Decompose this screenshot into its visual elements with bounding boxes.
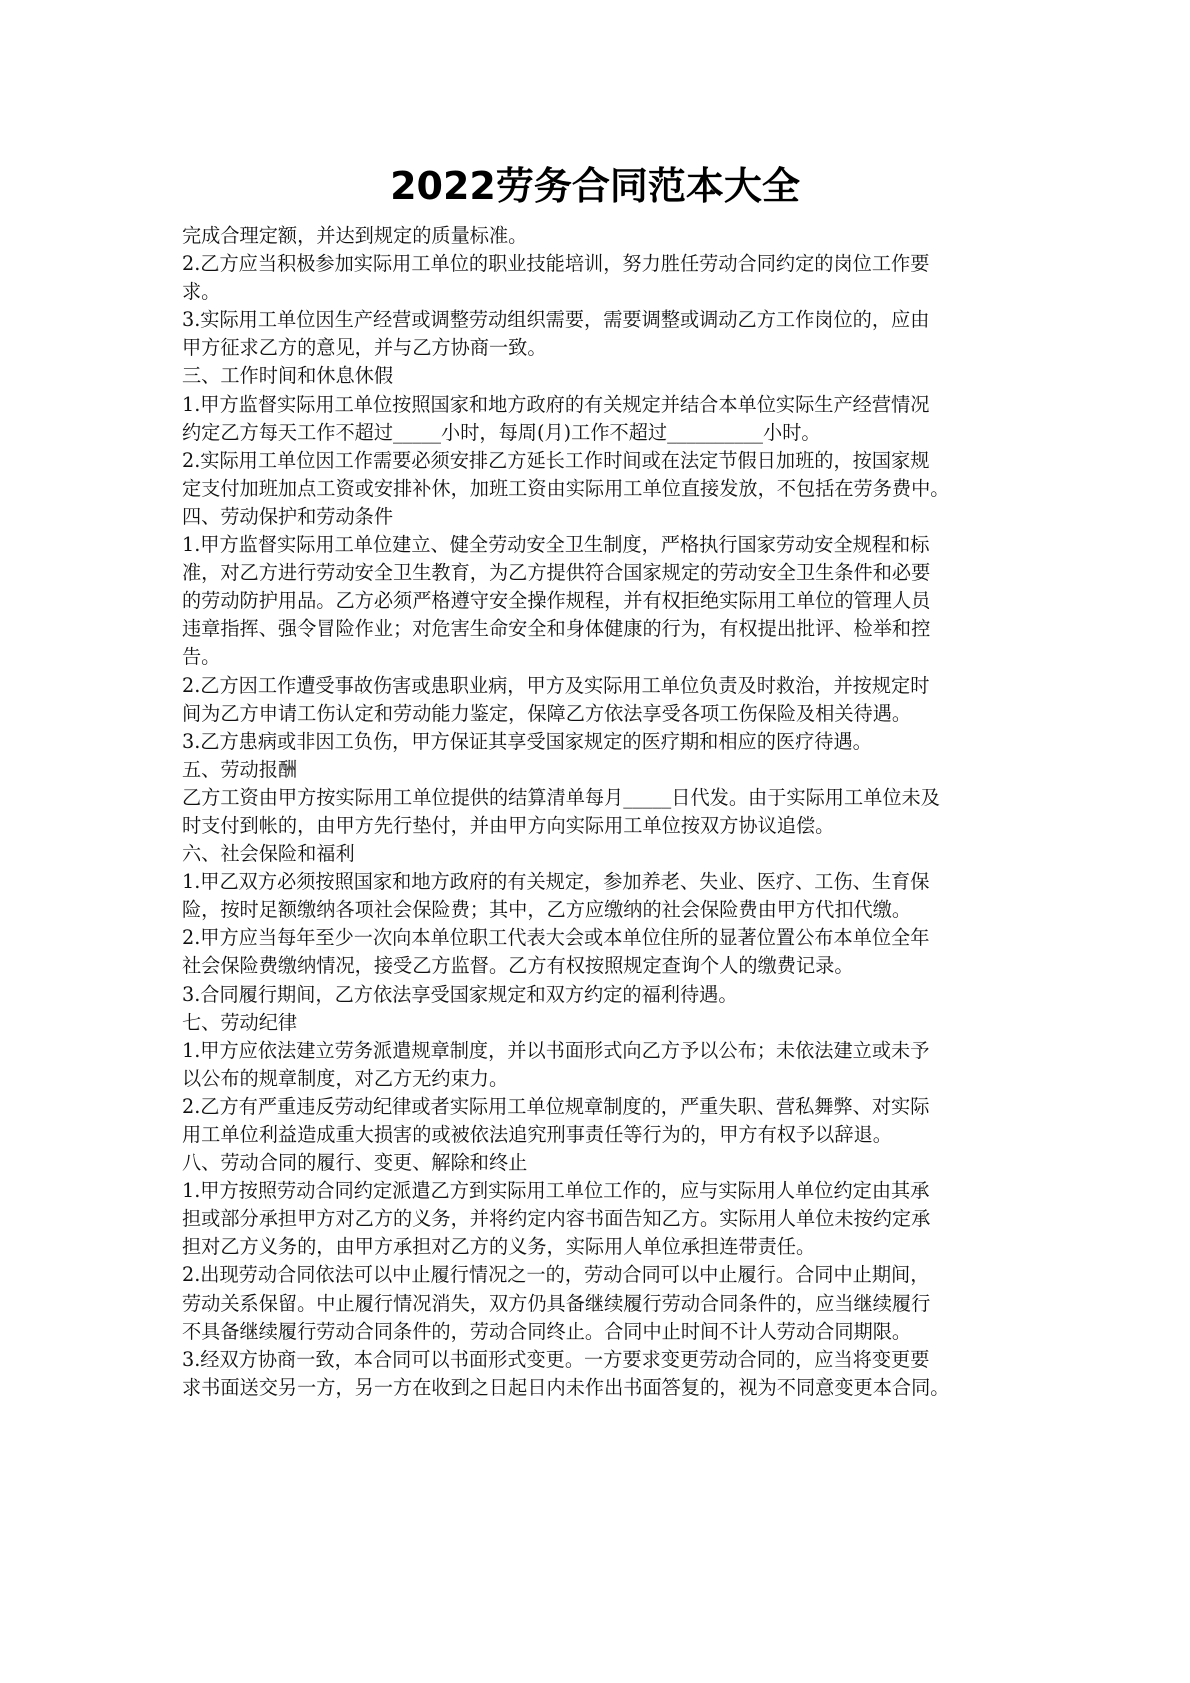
body-line: 2.乙方有严重违反劳动纪律或者实际用工单位规章制度的，严重失职、营私舞弊、对实际: [182, 1094, 930, 1118]
body-line: 乙方工资由甲方按实际用工单位提供的结算清单每月_____日代发。由于实际用工单位未及: [182, 785, 940, 809]
body-line: 违章指挥、强令冒险作业；对危害生命安全和身体健康的行为，有权提出批评、检举和控: [182, 617, 931, 641]
body-line: 3.实际用工单位因生产经营或调整劳动组织需要，需要调整或调动乙方工作岗位的，应由: [182, 308, 930, 332]
body-line: 的劳动防护用品。乙方必须严格遵守安全操作规程，并有权拒绝实际用工单位的管理人员: [182, 589, 931, 613]
body-line: 完成合理定额，并达到规定的质量标准。: [182, 224, 528, 247]
body-line: 1.甲方监督实际用工单位建立、健全劳动安全卫生制度，严格执行国家劳动安全规程和标: [182, 533, 930, 557]
body-line: 担或部分承担甲方对乙方的义务，并将约定内容书面告知乙方。实际用人单位未按约定承: [182, 1207, 931, 1231]
section-heading: 六、社会保险和福利: [182, 842, 355, 866]
document-title: 2022劳务合同范本大全: [390, 164, 800, 208]
section-heading: 八、劳动合同的履行、变更、解除和终止: [182, 1151, 528, 1175]
body-line: 1.甲方应依法建立劳务派遣规章制度，并以书面形式向乙方予以公布；未依法建立或未予: [182, 1038, 930, 1062]
body-line: 2.乙方应当积极参加实际用工单位的职业技能培训，努力胜任劳动合同约定的岗位工作要: [182, 252, 930, 276]
body-line: 1.甲乙双方必须按照国家和地方政府的有关规定，参加养老、失业、医疗、工伤、生育保: [182, 870, 930, 894]
body-line: 3.经双方协商一致，本合同可以书面形式变更。一方要求变更劳动合同的，应当将变更要: [182, 1347, 930, 1371]
body-line: 间为乙方申请工伤认定和劳动能力鉴定，保障乙方依法享受各项工伤保险及相关待遇。: [182, 701, 912, 725]
body-line: 3.乙方患病或非因工负伤，甲方保证其享受国家规定的医疗期和相应的医疗待遇。: [182, 729, 872, 753]
body-line: 准，对乙方进行劳动安全卫生教育，为乙方提供符合国家规定的劳动安全卫生条件和必要: [182, 561, 931, 585]
body-line: 担对乙方义务的，由甲方承担对乙方的义务，实际用人单位承担连带责任。: [182, 1235, 816, 1259]
section-heading: 三、工作时间和休息休假: [182, 364, 394, 388]
body-line: 用工单位利益造成重大损害的或被依法追究刑事责任等行为的，甲方有权予以辞退。: [182, 1123, 892, 1146]
body-line: 告。: [182, 645, 221, 669]
body-line: 3.合同履行期间，乙方依法享受国家规定和双方约定的福利待遇。: [182, 982, 738, 1006]
section-heading: 七、劳动纪律: [182, 1010, 298, 1034]
body-line: 险，按时足额缴纳各项社会保险费；其中，乙方应缴纳的社会保险费由甲方代扣代缴。: [182, 898, 912, 922]
body-line: 约定乙方每天工作不超过_____小时，每周(月)工作不超过__________小时。: [182, 420, 821, 444]
body-line: 求。: [182, 280, 221, 304]
section-heading: 四、劳动保护和劳动条件: [182, 504, 394, 528]
body-line: 以公布的规章制度，对乙方无约束力。: [182, 1066, 509, 1090]
body-line: 甲方征求乙方的意见，并与乙方协商一致。: [182, 336, 547, 360]
body-line: 2.乙方因工作遭受事故伤害或患职业病，甲方及实际用工单位负责及时救治，并按规定时: [182, 673, 930, 697]
body-line: 2.出现劳动合同依法可以中止履行情况之一的，劳动合同可以中止履行。合同中止期间，: [182, 1263, 930, 1287]
document-body: [182, 222, 1012, 1402]
body-line: 社会保险费缴纳情况，接受乙方监督。乙方有权按照规定查询个人的缴费记录。: [182, 954, 854, 978]
body-line: 不具备继续履行劳动合同条件的，劳动合同终止。合同中止时间不计人劳动合同期限。: [182, 1319, 912, 1343]
body-line: 2.甲方应当每年至少一次向本单位职工代表大会或本单位住所的显著位置公布本单位全年: [182, 926, 930, 950]
body-line: 1.甲方按照劳动合同约定派遣乙方到实际用工单位工作的，应与实际用人单位约定由其承: [182, 1179, 930, 1203]
body-line: 时支付到帐的，由甲方先行垫付，并由甲方向实际用工单位按双方协议追偿。: [182, 813, 835, 837]
section-heading: 五、劳动报酬: [182, 757, 298, 781]
body-line: 定支付加班加点工资或安排补休，加班工资由实际用工单位直接发放，不包括在劳务费中。: [182, 476, 950, 500]
body-line: 2.实际用工单位因工作需要必须安排乙方延长工作时间或在法定节假日加班的，按国家规: [182, 448, 930, 472]
body-line: 劳动关系保留。中止履行情况消失，双方仍具备继续履行劳动合同条件的，应当继续履行: [182, 1291, 931, 1315]
body-line: 1.甲方监督实际用工单位按照国家和地方政府的有关规定并结合本单位实际生产经营情况: [182, 392, 930, 416]
body-line: 求书面送交另一方，另一方在收到之日起日内未作出书面答复的，视为不同意变更本合同。: [182, 1375, 950, 1399]
